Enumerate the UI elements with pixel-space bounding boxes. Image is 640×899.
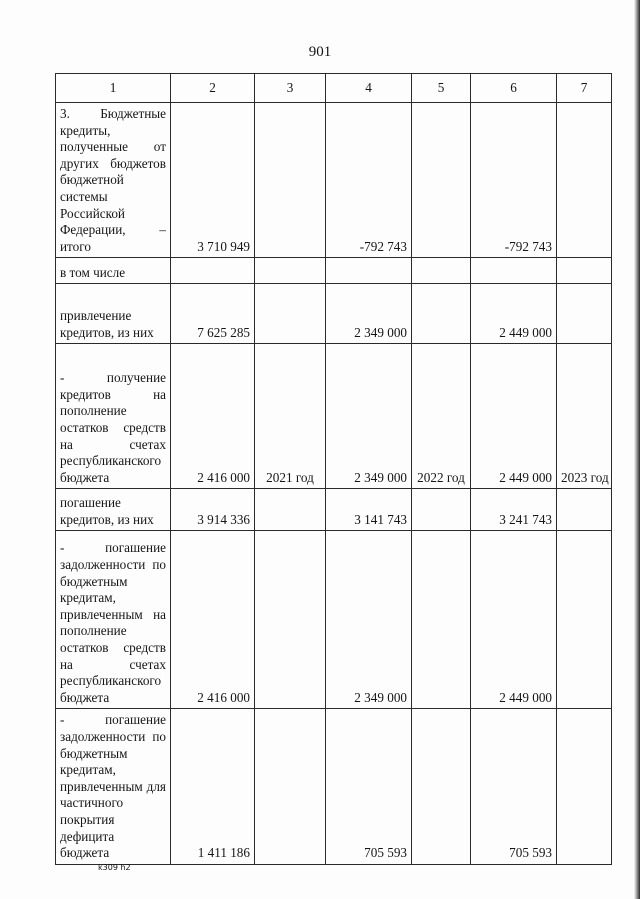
scan-edge-shadow — [634, 0, 640, 899]
footer-code: k309 h2 — [98, 863, 131, 872]
cell-value — [557, 709, 612, 864]
cell-value: 3 710 949 — [171, 103, 255, 258]
cell-value — [326, 258, 412, 284]
cell-value: 2 449 000 — [471, 344, 557, 489]
cell-value — [471, 258, 557, 284]
cell-value — [171, 258, 255, 284]
cell-value: 2 349 000 — [326, 531, 412, 709]
cell-value: 2 349 000 — [326, 284, 412, 344]
table-row — [56, 284, 612, 344]
cell-value — [412, 103, 471, 258]
cell-value: 1 411 186 — [171, 709, 255, 864]
cell-value — [412, 284, 471, 344]
row-label: привлечение кредитов, из них — [56, 284, 171, 344]
cell-value: 3 141 743 — [326, 489, 412, 531]
cell-value: 7 625 285 — [171, 284, 255, 344]
column-header: 4 — [326, 74, 412, 103]
cell-value: 2 349 000 — [326, 344, 412, 489]
row-label: погашение кредитов, из них — [56, 489, 171, 531]
column-header: 3 — [255, 74, 326, 103]
row-label: 3. Бюджетные кредиты, полученные от других бюджетов бюджетной системы Российской Федерации, – итого — [56, 103, 171, 258]
cell-value — [255, 103, 326, 258]
cell-value: 2 416 000 — [171, 344, 255, 489]
cell-value: 705 593 — [326, 709, 412, 864]
cell-value: 2021 год — [255, 344, 326, 489]
cell-value: -792 743 — [326, 103, 412, 258]
column-header: 1 — [56, 74, 171, 103]
cell-value — [412, 489, 471, 531]
table-header-row — [56, 74, 612, 103]
page-number: 901 — [308, 44, 332, 60]
row-label: - погашение задолженности по бюджетным кредитам, привлеченным на пополнение остатков средств на счетах республиканского бюджета — [56, 531, 171, 709]
cell-value: 3 914 336 — [171, 489, 255, 531]
cell-value — [557, 284, 612, 344]
row-label: - погашение задолженности по бюджетным кредитам, привлеченным для частичного покрытия дефицита бюджета — [56, 709, 171, 864]
cell-value — [255, 709, 326, 864]
table-row — [56, 103, 612, 258]
cell-value — [412, 709, 471, 864]
cell-value — [557, 258, 612, 284]
cell-value: 2 449 000 — [471, 284, 557, 344]
cell-value: 705 593 — [471, 709, 557, 864]
cell-value — [255, 284, 326, 344]
budget-credits-table — [55, 73, 612, 865]
table-row — [56, 489, 612, 531]
cell-value: 3 241 743 — [471, 489, 557, 531]
table-row — [56, 344, 612, 489]
cell-value: 2 449 000 — [471, 531, 557, 709]
cell-value — [412, 531, 471, 709]
cell-value — [412, 258, 471, 284]
cell-value: 2022 год — [412, 344, 471, 489]
column-header: 5 — [412, 74, 471, 103]
cell-value — [255, 531, 326, 709]
column-header: 7 — [557, 74, 612, 103]
cell-value — [557, 531, 612, 709]
column-header: 6 — [471, 74, 557, 103]
row-label: в том числе — [56, 258, 171, 284]
cell-value — [557, 103, 612, 258]
cell-value: 2023 год — [557, 344, 612, 489]
cell-value — [255, 258, 326, 284]
cell-value — [255, 489, 326, 531]
table-row — [56, 709, 612, 864]
cell-value: 2 416 000 — [171, 531, 255, 709]
cell-value — [557, 489, 612, 531]
row-label: - получение кредитов на пополнение остатков средств на счетах республиканского бюджета — [56, 344, 171, 489]
table-row — [56, 258, 612, 284]
table-row — [56, 531, 612, 709]
cell-value: -792 743 — [471, 103, 557, 258]
column-header: 2 — [171, 74, 255, 103]
